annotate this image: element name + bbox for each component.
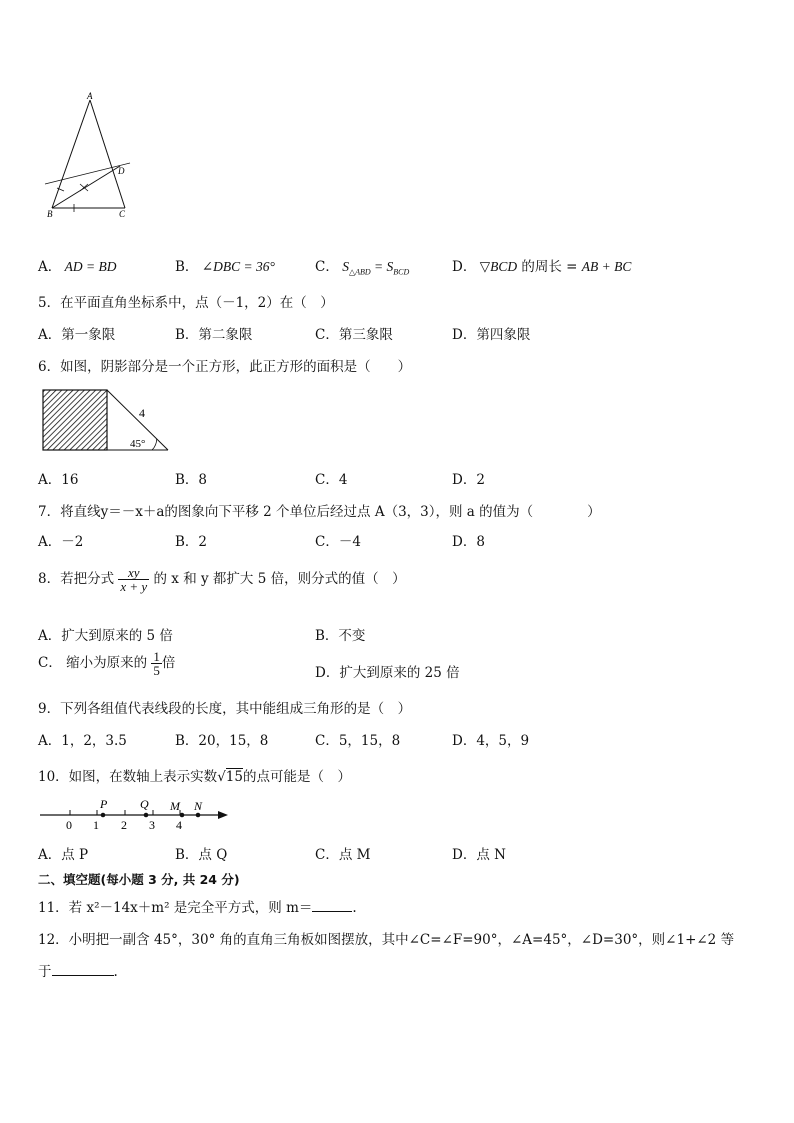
q10-option-b: B．点 Q — [175, 847, 228, 863]
q9-option-b: B．20，15，8 — [175, 733, 269, 749]
section-fill-in-blank-heading: 二、填空题(每小题 3 分, 共 24 分) — [38, 872, 240, 887]
q5-option-c: C．第三象限 — [315, 327, 393, 343]
q6-option-d: D．2 — [452, 472, 485, 488]
tick-label-0: 0 — [66, 818, 72, 832]
point-label-q: Q — [140, 797, 149, 811]
q8-stem: 8．若把分式 $\frac{xy}{x + y}$ 的 x 和 y 都扩大 5 倍，则分式的值（ ） — [38, 565, 406, 594]
q11-stem: 11．若 x²－14x＋m² 是完全平方式，则 m＝ . — [38, 900, 357, 916]
q6-option-a: A．16 — [38, 472, 79, 488]
q12-stem-line2: 于 . — [38, 964, 118, 980]
q9-option-d: D．4，5，9 — [452, 733, 530, 749]
q5-option-d: D．第四象限 — [452, 327, 531, 343]
q10-option-c: C．点 M — [315, 847, 371, 863]
q5-stem: 5．在平面直角坐标系中，点（－1，2）在（ ） — [38, 295, 334, 311]
q6-option-b: B．8 — [175, 472, 208, 488]
point-label-p: P — [100, 797, 108, 811]
q8-option-c-fraction: $\frac{1}{5}$ — [153, 649, 160, 678]
q12-stem-line1: 12．小明把一副含 45°，30° 角的直角三角板如图摆放，其中∠C=∠F=90°，∠A=45°，∠D=30°，则∠1+∠2 等 — [38, 932, 735, 948]
q4-option-b: B． ∠DBC = 36° — [175, 259, 275, 275]
point-label-m: M — [170, 799, 180, 813]
q6-angle-label: 45° — [130, 438, 146, 450]
q8-option-a: A．扩大到原来的 5 倍 — [38, 628, 173, 644]
q7-option-d: D．8 — [452, 534, 485, 550]
q4-option-a: A． AD = BD — [38, 259, 117, 275]
q7-option-c: C．－4 — [315, 534, 361, 550]
q4-label-b: B — [47, 209, 53, 219]
q8-fraction: $\frac{xy}{x + y}$ — [120, 565, 148, 594]
q4-option-c: C． $S_{\triangle ABD} = S_{BCD}$ — [315, 259, 410, 277]
q9-option-a: A．1，2，3.5 — [38, 733, 127, 749]
q7-stem: 7．将直线y＝－x＋a的图象向下平移 2 个单位后经过点 A（3，3），则 a 的值为（ ） — [38, 504, 601, 520]
q8-option-c: C． 缩小为原来的 $\frac{1}{5}$ 倍 — [38, 649, 176, 678]
q4-option-d: D． ▽BCD 的周长 = AB + BC — [452, 259, 632, 275]
q8-option-d: D．扩大到原来的 25 倍 — [315, 665, 460, 681]
tick-label-4: 4 — [176, 818, 182, 832]
q6-option-c: C．4 — [315, 472, 348, 488]
q4-label-c: C — [119, 209, 126, 219]
q10-option-d: D．点 N — [452, 847, 506, 863]
q4-label-a: A — [87, 91, 93, 101]
q10-number-line — [38, 795, 238, 835]
q10-stem: 10．如图，在数轴上表示实数√15的点可能是（ ） — [38, 769, 351, 785]
q8-option-b: B．不变 — [315, 628, 366, 644]
q11-answer-blank[interactable] — [312, 911, 352, 912]
q9-stem: 9．下列各组值代表线段的长度，其中能组成三角形的是（ ） — [38, 701, 412, 717]
q9-option-c: C．5，15，8 — [315, 733, 401, 749]
q5-option-a: A．第一象限 — [38, 327, 116, 343]
q6-stem: 6．如图，阴影部分是一个正方形，此正方形的面积是（ ） — [38, 359, 412, 375]
q5-option-b: B．第二象限 — [175, 327, 253, 343]
tick-label-3: 3 — [149, 818, 155, 832]
q4-triangle-figure — [40, 88, 140, 223]
q6-side-label: 4 — [139, 406, 145, 420]
q7-option-a: A．－2 — [38, 534, 84, 550]
tick-label-1: 1 — [93, 818, 99, 832]
q12-answer-blank[interactable] — [52, 975, 114, 976]
q6-square-figure — [38, 385, 173, 455]
q4-label-d: D — [118, 166, 125, 176]
q10-option-a: A．点 P — [38, 847, 89, 863]
sqrt-symbol: √ — [217, 769, 226, 785]
tick-label-2: 2 — [121, 818, 127, 832]
point-label-n: N — [194, 799, 203, 813]
q7-option-b: B．2 — [175, 534, 208, 550]
